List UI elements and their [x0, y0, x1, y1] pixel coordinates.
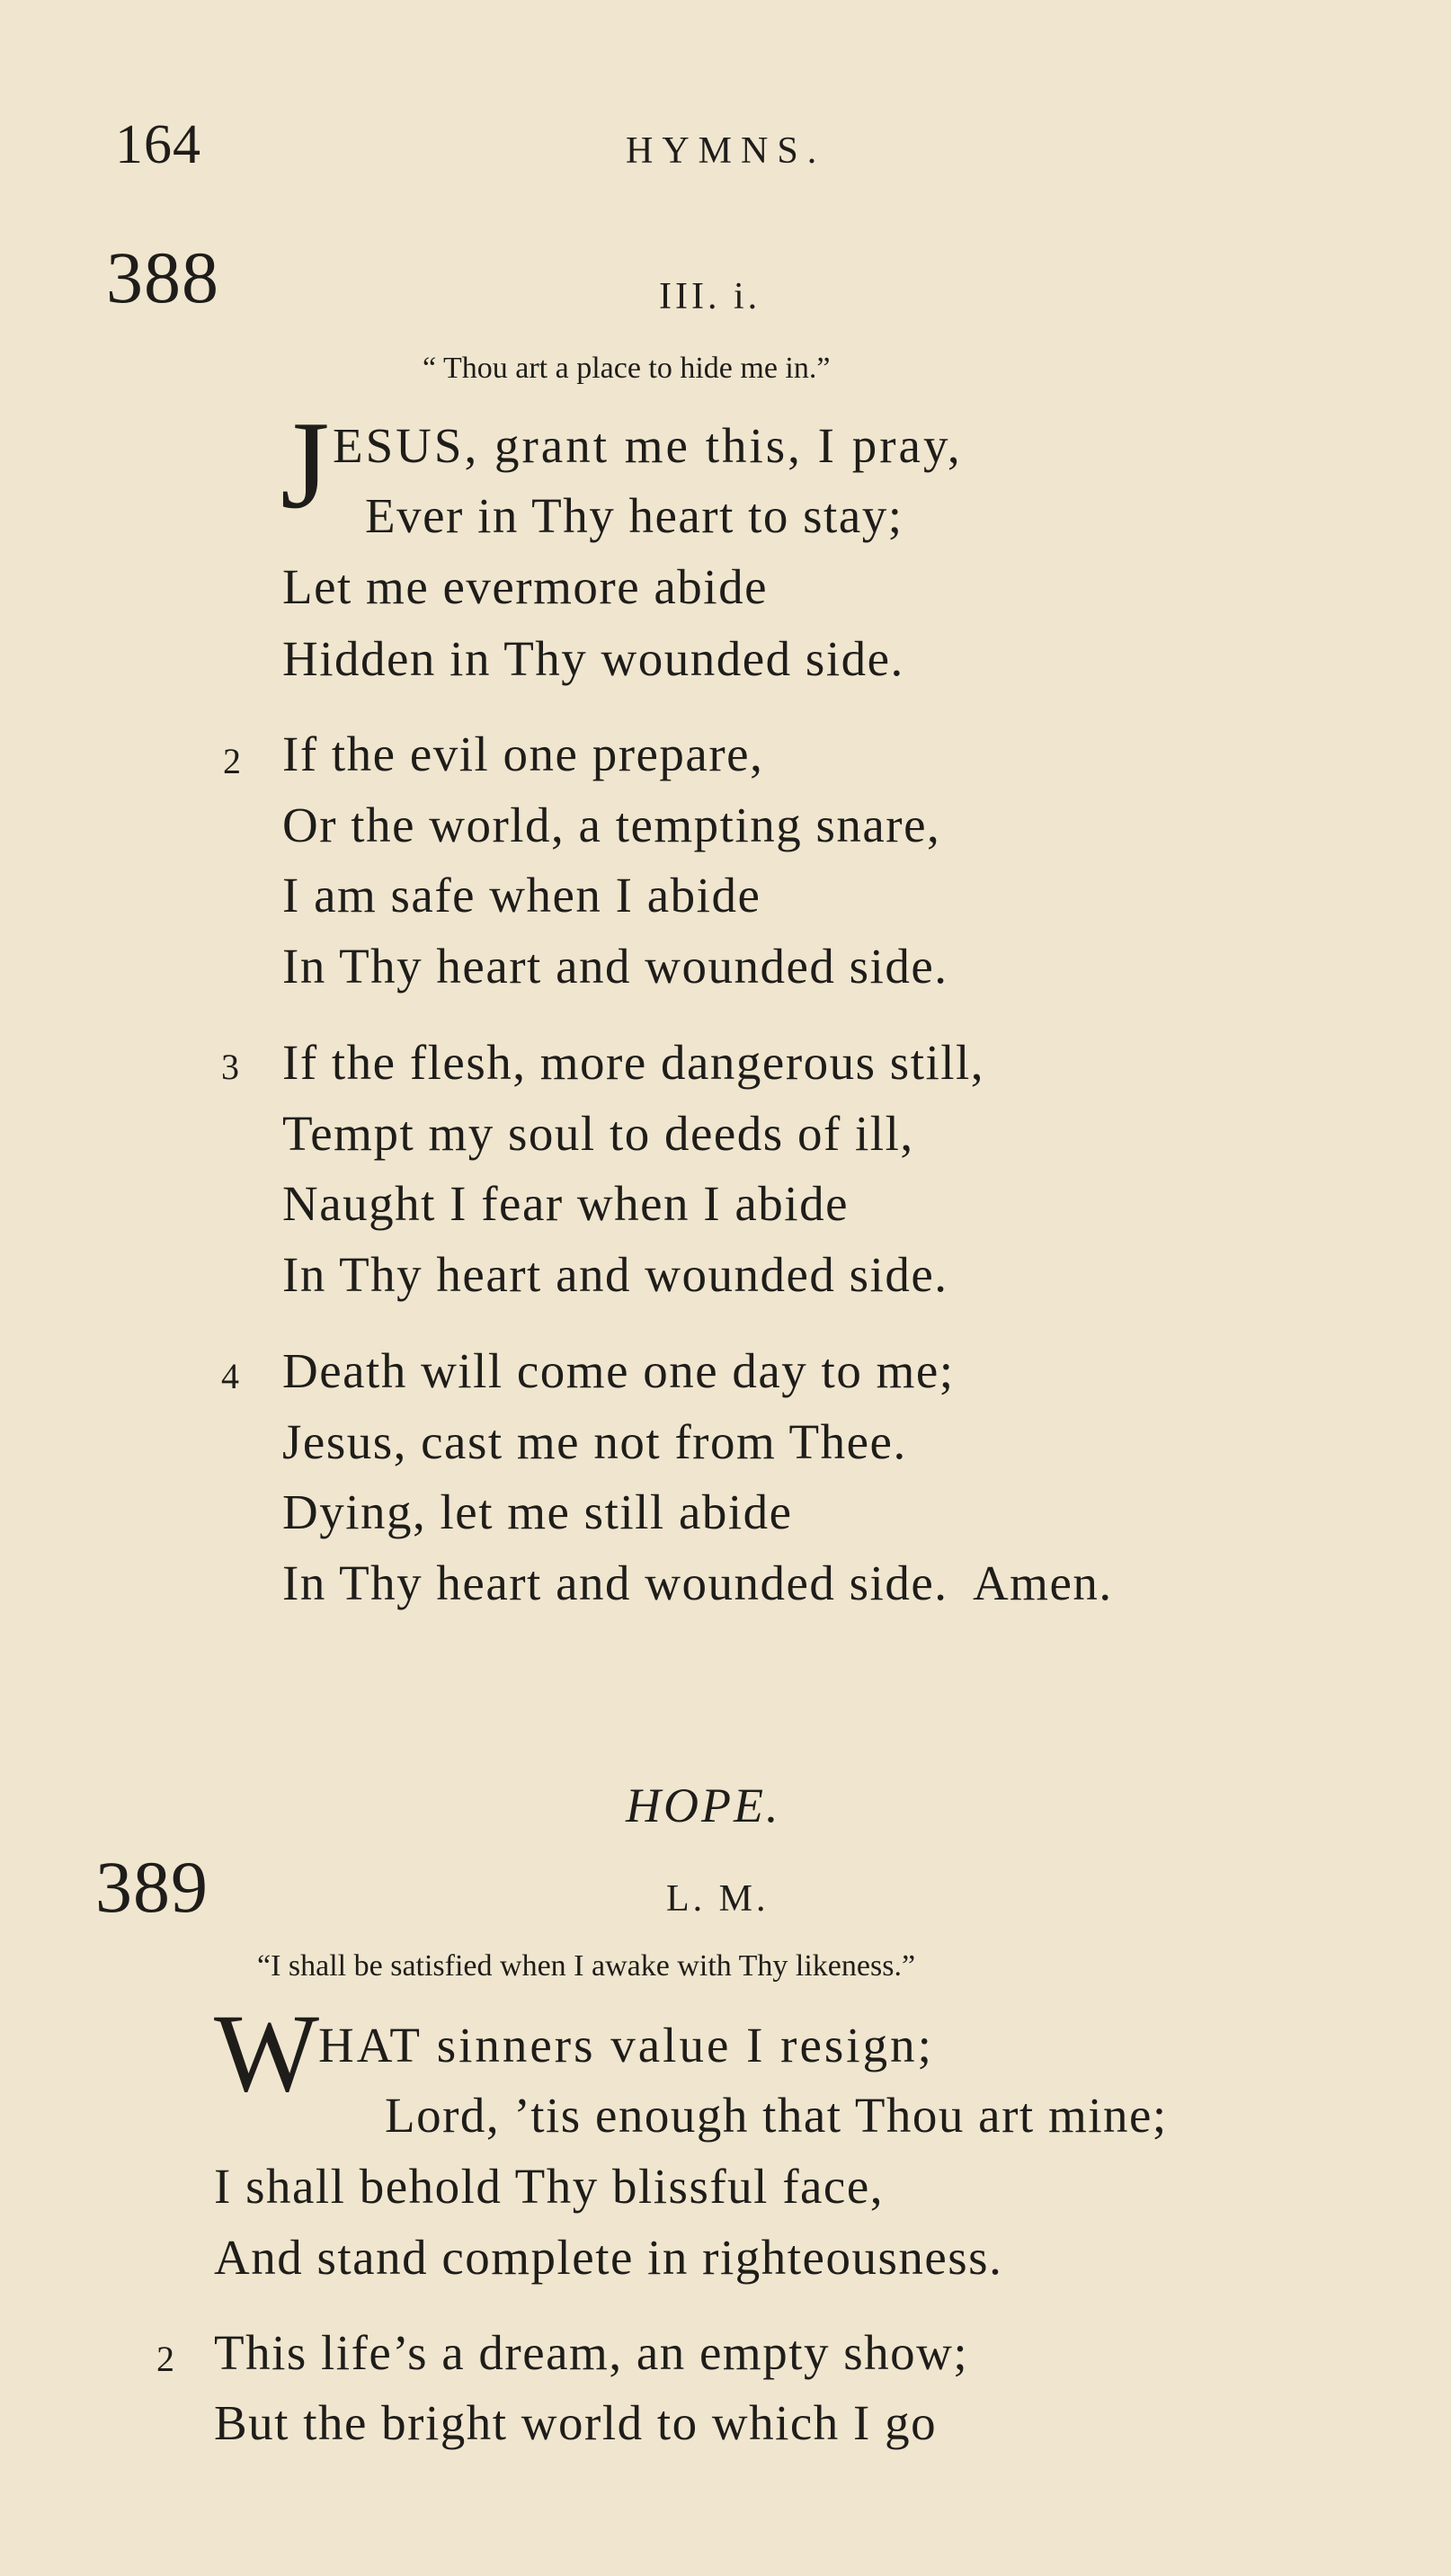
verse-line: ESUS, grant me this, I pray, — [333, 418, 963, 473]
verse-line: And stand complete in righteousness. — [214, 2230, 1003, 2285]
verse-line: I shall behold Thy blissful face, — [214, 2159, 885, 2214]
dropcap-389: W — [214, 1992, 320, 2115]
page-number: 164 — [115, 114, 201, 175]
verse-line: Death will come one day to me; — [282, 1343, 955, 1398]
verse-line: Tempt my soul to deeds of ill, — [282, 1106, 914, 1161]
running-head: HYMNS. — [626, 130, 826, 172]
hymn-meter-388: III. i. — [659, 276, 761, 317]
hymn-number-389: 389 — [95, 1846, 209, 1928]
verse-line: Let me evermore abide — [282, 559, 768, 614]
verse-number: 3 — [221, 1047, 239, 1087]
verse-line: This life’s a dream, an empty show; — [214, 2325, 969, 2380]
hymn-number-388: 388 — [106, 236, 219, 318]
verse-number: 2 — [223, 741, 241, 781]
verse-line: In Thy heart and wounded side. — [282, 1247, 948, 1302]
verse-line: If the flesh, more dangerous still, — [282, 1035, 985, 1090]
verse-line: Hidden in Thy wounded side. — [282, 631, 904, 686]
hymn-meter-389: L. M. — [666, 1878, 770, 1920]
verse-line: If the evil one prepare, — [282, 726, 764, 781]
verse-line: Lord, ’tis enough that Thou art mine; — [385, 2088, 1168, 2143]
verse-line: In Thy heart and wounded side. — [282, 939, 948, 994]
verse-line: I am safe when I abide — [282, 868, 761, 923]
verse-line: Or the world, a tempting snare, — [282, 798, 941, 852]
verse-line: But the bright world to which I go — [214, 2395, 938, 2450]
dropcap-388: J — [280, 396, 330, 535]
verse-line: Jesus, cast me not from Thee. — [282, 1414, 907, 1469]
verse-line: Naught I fear when I abide — [282, 1176, 849, 1231]
hymn-epigraph-388: “ Thou art a place to hide me in.” — [423, 352, 831, 385]
verse-number: 2 — [156, 2339, 174, 2379]
verse-line: Ever in Thy heart to stay; — [365, 488, 904, 543]
section-title: HOPE. — [626, 1778, 781, 1832]
hymn-epigraph-389: “I shall be satisfied when I awake with Thy likeness.” — [257, 1949, 916, 1983]
verse-line: Dying, let me still abide — [282, 1484, 793, 1539]
verse-line: HAT sinners value I resign; — [318, 2018, 934, 2072]
verse-line: In Thy heart and wounded side. Amen. — [282, 1555, 1113, 1610]
verse-number: 4 — [221, 1356, 239, 1396]
